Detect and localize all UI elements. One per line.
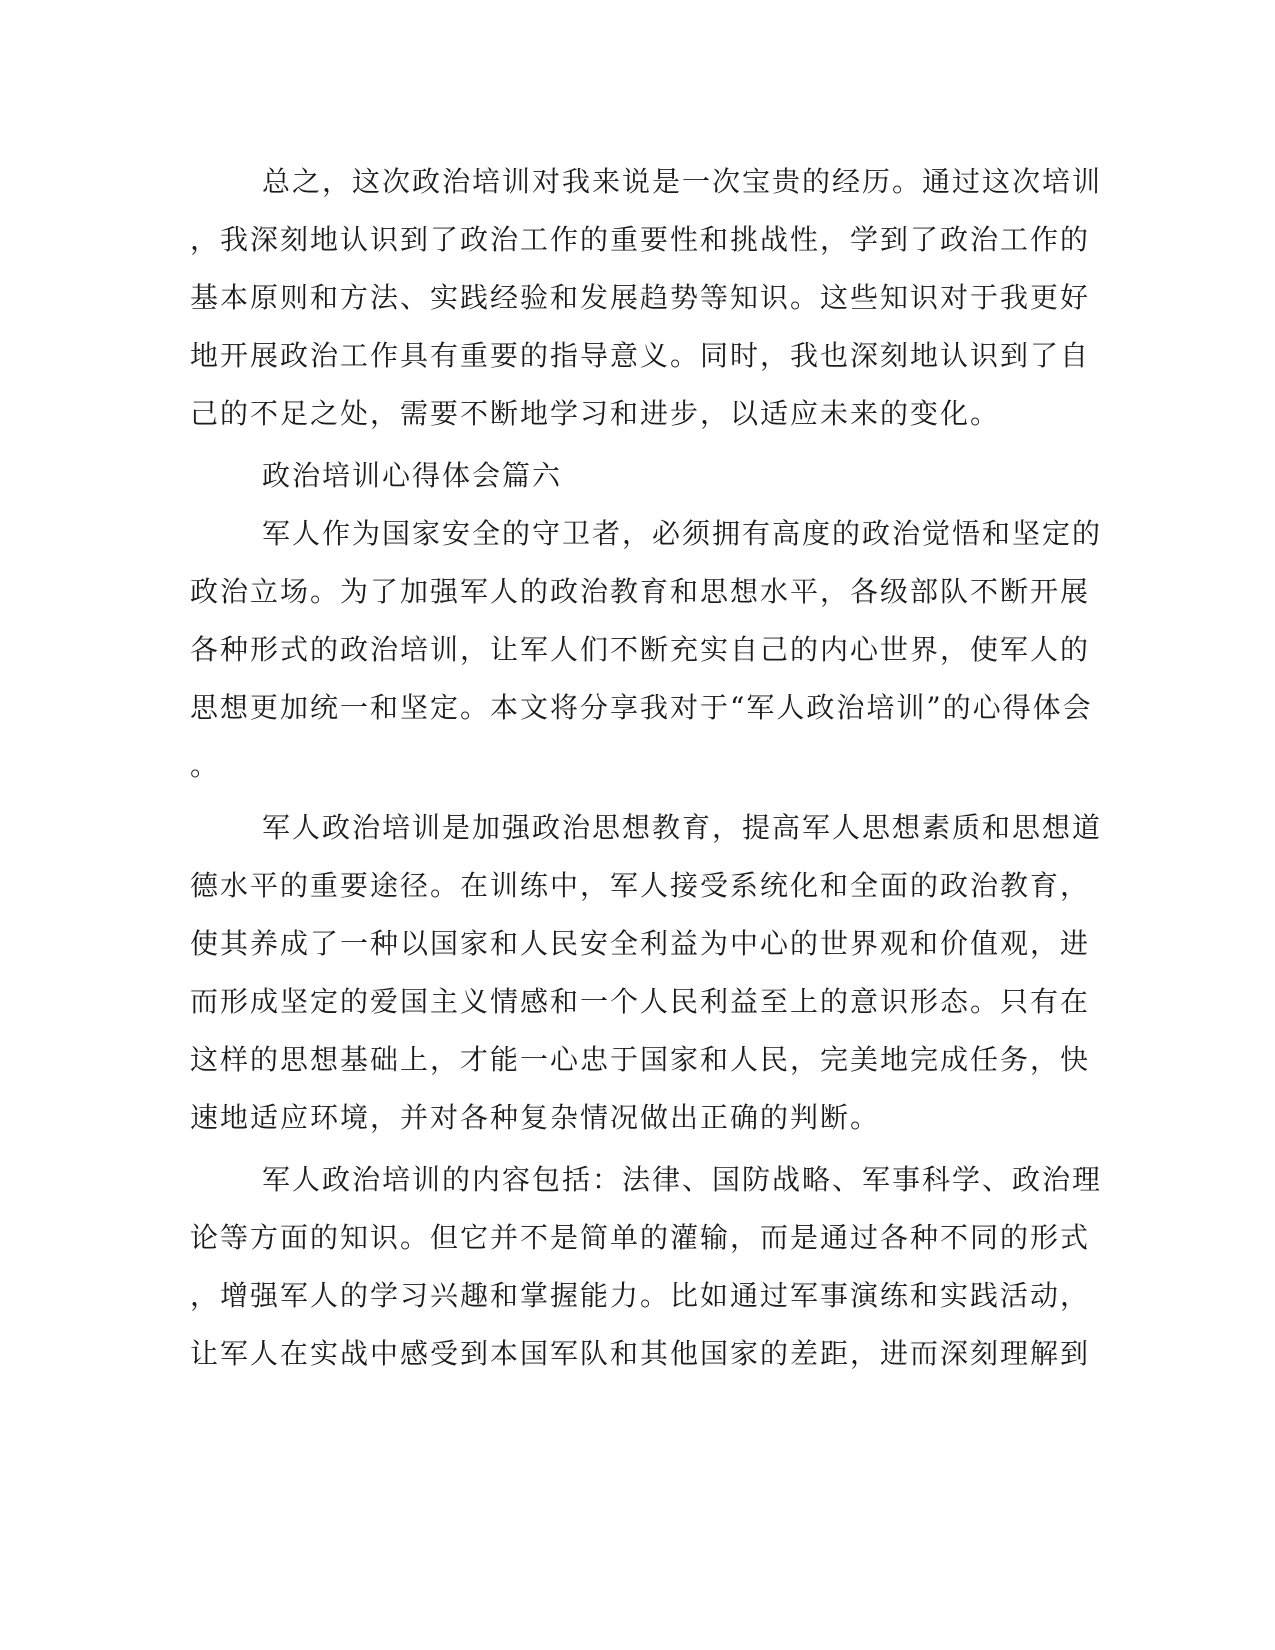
text-line: 使其养成了一种以国家和人民安全利益为中心的世界观和价值观，进 (190, 927, 1091, 960)
text-line: 。 (190, 749, 221, 782)
text-line: 各种形式的政治培训，让军人们不断充实自己的内心世界，使军人的 (190, 633, 1091, 666)
text-line: 论等方面的知识。但它并不是简单的灌输，而是通过各种不同的形式 (190, 1221, 1091, 1254)
text-line: 德水平的重要途径。在训练中，军人接受系统化和全面的政治教育， (190, 869, 1091, 902)
text-line: 政治立场。为了加强军人的政治教育和思想水平，各级部队不断开展 (190, 575, 1091, 608)
text-line: 思想更加统一和坚定。本文将分享我对于“军人政治培训”的心得体会 (190, 691, 1093, 724)
text-line: 地开展政治工作具有重要的指导意义。同时，我也深刻地认识到了自 (190, 339, 1091, 372)
text-line: 军人作为国家安全的守卫者，必须拥有高度的政治觉悟和坚定的 (262, 517, 1103, 550)
text-line: 让军人在实战中感受到本国军队和其他国家的差距，进而深刻理解到 (190, 1337, 1091, 1370)
text-line: ，我深刻地认识到了政治工作的重要性和挑战性，学到了政治工作的 (190, 223, 1091, 256)
section-heading: 政治培训心得体会篇六 (262, 459, 563, 492)
text-line: 己的不足之处，需要不断地学习和进步，以适应未来的变化。 (190, 397, 1001, 430)
text-line: 军人政治培训是加强政治思想教育，提高军人思想素质和思想道 (262, 811, 1103, 844)
text-line: 这样的思想基础上，才能一心忠于国家和人民，完美地完成任务，快 (190, 1043, 1091, 1076)
text-line: 军人政治培训的内容包括：法律、国防战略、军事科学、政治理 (262, 1163, 1103, 1196)
text-line: 速地适应环境，并对各种复杂情况做出正确的判断。 (190, 1101, 881, 1134)
text-line: 而形成坚定的爱国主义情感和一个人民利益至上的意识形态。只有在 (190, 985, 1091, 1018)
text-line: 总之，这次政治培训对我来说是一次宝贵的经历。通过这次培训 (262, 165, 1103, 198)
text-line: ，增强军人的学习兴趣和掌握能力。比如通过军事演练和实践活动， (190, 1279, 1091, 1312)
text-line: 基本原则和方法、实践经验和发展趋势等知识。这些知识对于我更好 (190, 281, 1091, 314)
